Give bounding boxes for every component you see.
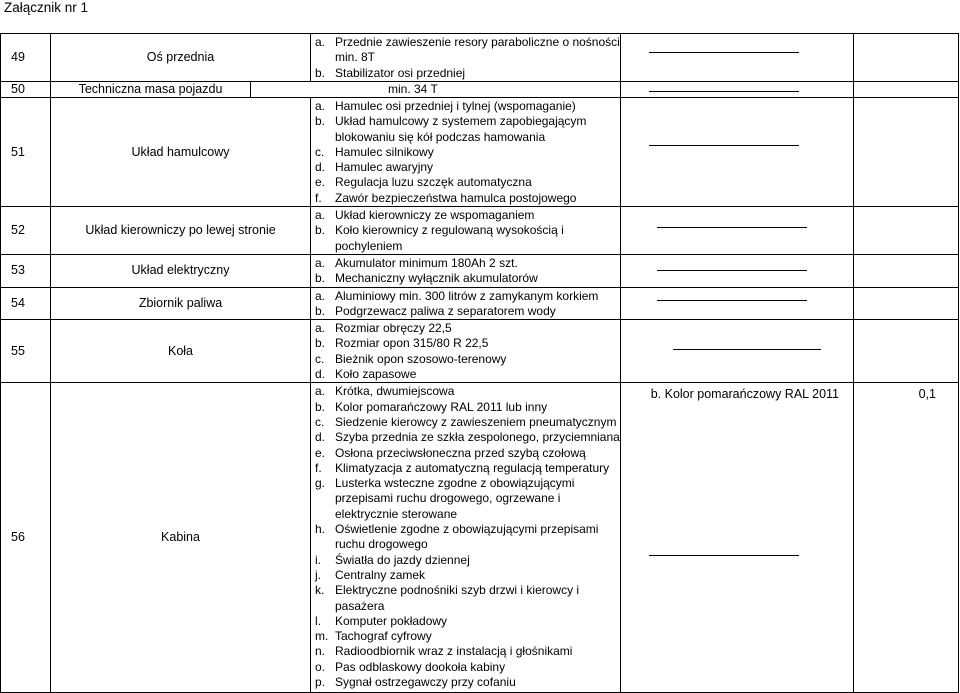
blank-line [657,300,807,301]
offer-cell[interactable] [621,207,854,255]
row-name: Oś przednia [51,34,311,82]
points-cell [854,383,959,693]
table-row [1,34,959,82]
row-number: 53 [1,254,51,287]
row-number: 49 [1,34,51,82]
row-number: 50 [1,82,51,98]
page-title: Załącznik nr 1 [4,0,89,15]
blank-line [673,349,821,350]
points-cell [854,287,959,320]
points-cell [854,207,959,255]
blank-line [657,227,807,228]
requirements-cell: a. Aluminiowy min. 300 litrów z zamykanym korkiem b. Podgrzewacz paliwa z separatorem wody [311,287,621,320]
offer-cell[interactable] [621,82,854,98]
spec-table [0,33,959,693]
requirements-cell: a. Krótka, dwumiejscowa b. Kolor pomarańczowy RAL 2011 lub inny c. Siedzenie kierowcy z zawieszeniem pneumatycznym d. Szyba przednia ze szkła zespolonego, przyciemniana e. Osłona przeciwsłoneczna przed szybą czołową f. Klimatyzacja z automatyczną regulacją temperatury g. Lusterka wsteczne zgodne z obowiązującymi przepisami ruchu drogowego, ogrzewane i elektrycznie sterowane h. Oświetlenie zgodne z obowiązującymi przepisami ruchu drogowego i. Światła do jazdy dziennej j. Centralny zamek k. Elektryczne podnośniki szyb drzwi i kierowcy i pasażera l. Komputer pokładowy m. Tachograf cyfrowy n. Radioodbiornik wraz z instalacją i głośnikami o. Pas odblaskowy dookoła kabiny p. Sygnał ostrzegawczy przy cofaniu [311,383,621,693]
table-row [1,320,959,383]
offer-cell[interactable] [621,383,854,693]
row-number: 52 [1,207,51,255]
row-name: Techniczna masa pojazdu [51,82,251,98]
offer-value: b. Kolor pomarańczowy RAL 2011 [650,387,839,402]
offer-cell[interactable] [621,320,854,383]
points-cell [854,34,959,82]
points-cell [854,98,959,207]
blank-line [649,145,799,146]
points-cell [854,254,959,287]
requirements-cell: a. Rozmiar obręczy 22,5 b. Rozmiar opon 315/80 R 22,5 c. Bieżnik opon szosowo-terenowy d. Koło zapasowe [311,320,621,383]
requirements-cell: a. Akumulator minimum 180Ah 2 szt. b. Mechaniczny wyłącznik akumulatorów [311,254,621,287]
table-row [1,254,959,287]
row-name: Koła [51,320,311,383]
row-name: Zbiornik paliwa [51,287,311,320]
table-row [1,82,959,98]
requirements-cell: a. Przednie zawieszenie resory paraboliczne o nośności min. 8T b. Stabilizator osi przedniej [311,34,621,82]
requirements-cell: a. Układ kierowniczy ze wspomaganiem b. Koło kierownicy z regulowaną wysokością i pochyleniem [311,207,621,255]
table-row [1,383,959,693]
row-number: 54 [1,287,51,320]
offer-cell[interactable] [621,254,854,287]
table-row [1,98,959,207]
row-number: 56 [1,383,51,693]
row-name: Układ elektryczny [51,254,311,287]
row-name: Układ kierowniczy po lewej stronie [51,207,311,255]
points-cell [854,320,959,383]
offer-cell[interactable] [621,34,854,82]
requirements-cell: a. Hamulec osi przedniej i tylnej (wspomaganie) b. Układ hamulcowy z systemem zapobiegającym blokowaniu się kół podczas hamowania c. Hamulec silnikowy d. Hamulec awaryjny e. Regulacja luzu szczęk automatyczna f. Zawór bezpieczeństwa hamulca postojowego [311,98,621,207]
blank-line [649,52,799,53]
mass-value: min. 34 T [388,82,438,96]
blank-line [649,91,799,92]
blank-line [657,270,807,271]
row-number: 55 [1,320,51,383]
offer-cell[interactable] [621,98,854,207]
row-name: Układ hamulcowy [51,98,311,207]
row-number: 51 [1,98,51,207]
points-value: 0,1 [918,387,936,402]
row-name: Kabina [51,383,311,693]
offer-cell[interactable] [621,287,854,320]
table-row [1,287,959,320]
table-row [1,207,959,255]
blank-line [649,555,799,556]
points-cell [854,82,959,98]
